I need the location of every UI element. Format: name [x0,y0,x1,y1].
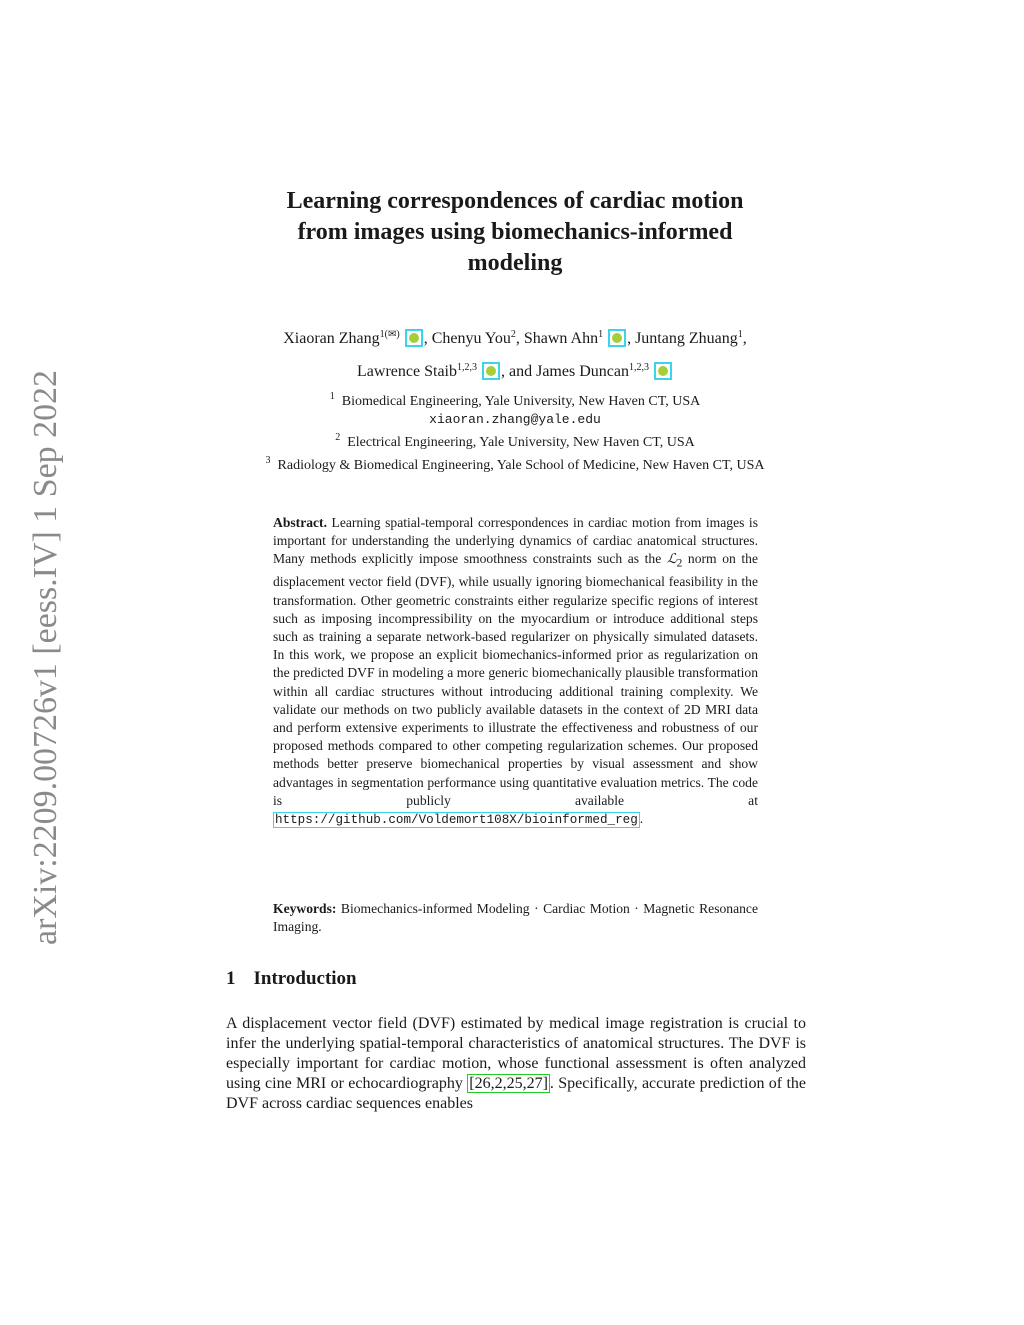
author-affil-sup: 1,2,3 [628,362,649,373]
affiliation-3 [200,452,830,475]
affil-sup: 1 [329,391,335,402]
author-name: , Chenyu You [423,330,511,347]
author-name: , Juntang Zhuang [627,330,738,347]
paper-title [200,186,830,279]
norm-subscript: 2 [676,558,683,571]
title-line-1: Learning correspondences of cardiac motion [286,188,744,214]
code-repo-link[interactable]: https://github.com/Voldemort108X/bioinformed_reg [275,812,638,827]
author-name: , Shawn Ahn [515,330,599,347]
author-line-1 [180,320,850,353]
author-list [180,320,850,386]
abstract-end: . [639,810,644,826]
affil-sup: 2 [335,432,341,443]
author-name: , and James Duncan [500,363,629,380]
author-name: Lawrence Staib [357,363,457,380]
keywords [273,900,758,936]
keywords-label: Keywords: [273,901,337,916]
author-name: Xiaoran Zhang [283,330,380,347]
abstract-text-cont: norm on the displacement vector field (DVF), while usually ignoring biomechanical feasibility in the transformation. Other geometric constraints either regularize specific regions of interest such as imposing incompressibility on the myocardium or introduce additional steps such as training a separate network-based regularizer on physically simulated datasets. In this work, we propose an explicit biomechanics-informed prior as regularization on the predicted DVF in modeling a more generic biomechanically plausible transformation within all cardiac structures without introducing additional training complexity. We validate our methods on two publicly available datasets in the context of 2D MRI data and perform extensive experiments to illustrate the effectiveness and robustness of our proposed methods compared to other competing regularization schemes. Our proposed methods better preserve biomechanical properties by visual assessment and show advantages in segmentation performance using quantitative evaluation metrics. The code is publicly available at [273,551,758,808]
affiliations [200,388,830,475]
author-affil-sup: 2 [510,329,516,340]
section-heading [226,968,357,990]
author-affil-sup: 1,2,3 [456,362,477,373]
orcid-icon[interactable] [405,329,423,347]
title-line-2: from images using biomechanics-informed [297,219,733,245]
author-affil-sup: 1 [737,329,743,340]
arxiv-stamp-text: arXiv:2209.00726v1 [eess.IV] 1 Sep 2022 [27,370,64,945]
citation-numbers: 26,2,25,27 [474,1075,543,1092]
author-email[interactable]: xiaoran.zhang@yale.edu [429,412,601,427]
affil-sup: 3 [265,455,271,466]
affiliation-1 [200,388,830,411]
title-line-3: modeling [467,250,563,276]
orcid-icon[interactable] [482,362,500,380]
abstract-label: Abstract. [273,515,327,530]
affil-text: Radiology & Biomedical Engineering, Yale School of Medicine, New Haven CT, USA [277,458,765,473]
arxiv-identifier [24,370,64,945]
citation-link[interactable]: [26,2,25,27] [469,1075,548,1092]
keywords-text: Biomechanics-informed Modeling · Cardiac Motion · Magnetic Resonance Imaging. [273,901,758,935]
author-line-2 [180,353,850,386]
author-affil-sup: 1 [598,329,604,340]
orcid-icon[interactable] [654,362,672,380]
abstract-text: Learning spatial-temporal correspondences in cardiac motion from images is important for understanding the underlying dynamics of cardiac anatomical structures. Many methods explicitly impose smoothness constraints such as the [273,515,758,567]
section-number: 1 [226,968,236,989]
affil-text: Electrical Engineering, Yale University, New Haven CT, USA [347,435,695,450]
author-affil-sup: 1(✉) [379,329,400,340]
affil-text: Biomedical Engineering, Yale University, New Haven CT, USA [341,394,701,409]
orcid-icon[interactable] [608,329,626,347]
intro-paragraph [226,1014,806,1114]
author-separator: , [742,330,747,347]
intro-text-cont: . Specifically, accurate prediction of the DVF across cardiac sequences enables [226,1075,807,1112]
affiliation-2 [200,429,830,452]
abstract [273,514,758,829]
norm-symbol: ℒ [666,551,677,567]
section-title: Introduction [253,968,357,989]
intro-text: A displacement vector field (DVF) estimated by medical image registration is crucial to infer the underlying spatial-temporal characteristics of anatomical structures. The DVF is especially important for cardiac motion, whose functional assessment is often analyzed using cine MRI or echocardiography [226,1015,806,1092]
